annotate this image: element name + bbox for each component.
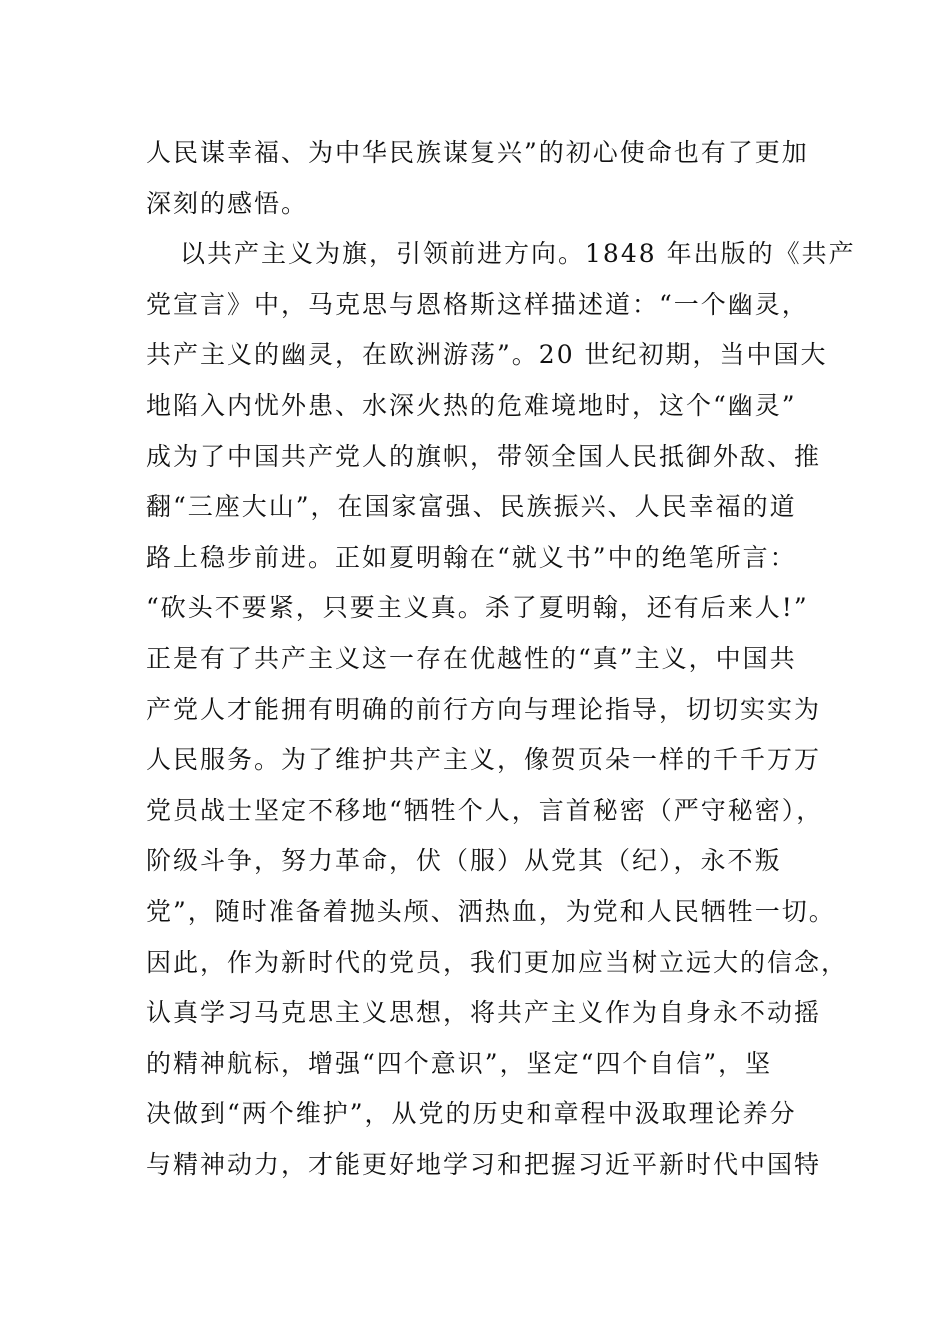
- text-line: 党宣言》中，马克思与恩格斯这样描述道：“一个幽灵，: [146, 289, 809, 319]
- text-line: 人民谋幸福、为中华民族谋复兴”的初心使命也有了更加: [146, 138, 809, 167]
- document-body: [146, 128, 856, 1190]
- text-line: 认真学习马克思主义思想，将共产主义作为自身永不动摇: [146, 998, 822, 1028]
- text-line: 正是有了共产主义这一存在优越性的“真”主义，中国共: [146, 643, 797, 673]
- text-line: 与精神动力，才能更好地学习和把握习近平新时代中国特: [146, 1149, 822, 1179]
- text-line: 党员战士坚定不移地“牺牲个人，言首秘密（严守秘密），: [146, 795, 824, 825]
- paragraph-2: [146, 229, 856, 1190]
- text-line: 的精神航标，增强“四个意识”，坚定“四个自信”，坚: [146, 1048, 773, 1078]
- text-line: 以共产主义为旗，引领前进方向。1848 年出版的《共产: [180, 239, 856, 269]
- paragraph-1: [146, 128, 809, 229]
- text-line: 产党人才能拥有明确的前行方向与理论指导，切切实实为: [146, 694, 822, 724]
- text-line: “砍头不要紧，只要主义真。杀了夏明翰，还有后来人!”: [146, 593, 809, 623]
- text-line: 地陷入内忧外患、水深火热的危难境地时，这个“幽灵”: [146, 390, 797, 420]
- text-line: 深刻的感悟。: [146, 188, 309, 218]
- text-line: 人民服务。为了维护共产主义，像贺页朵一样的千千万万: [146, 745, 822, 775]
- text-line: 决做到“两个维护”，从党的历史和章程中汲取理论养分: [146, 1099, 797, 1129]
- text-line: 翻“三座大山”，在国家富强、民族振兴、人民幸福的道: [146, 492, 797, 522]
- text-line: 共产主义的幽灵，在欧洲游荡”。20 世纪初期，当中国大: [146, 340, 828, 370]
- text-line: 党”，随时准备着抛头颅、洒热血，为党和人民牺牲一切。: [146, 896, 836, 926]
- text-line: 阶级斗争，努力革命，伏（服）从党其（纪），永不叛: [146, 846, 782, 876]
- text-line: 成为了中国共产党人的旗帜，带领全国人民抵御外敌、推: [146, 441, 822, 471]
- text-line: 因此，作为新时代的党员，我们更加应当树立远大的信念，: [146, 947, 849, 977]
- text-line: 路上稳步前进。正如夏明翰在“就义书”中的绝笔所言：: [146, 542, 797, 572]
